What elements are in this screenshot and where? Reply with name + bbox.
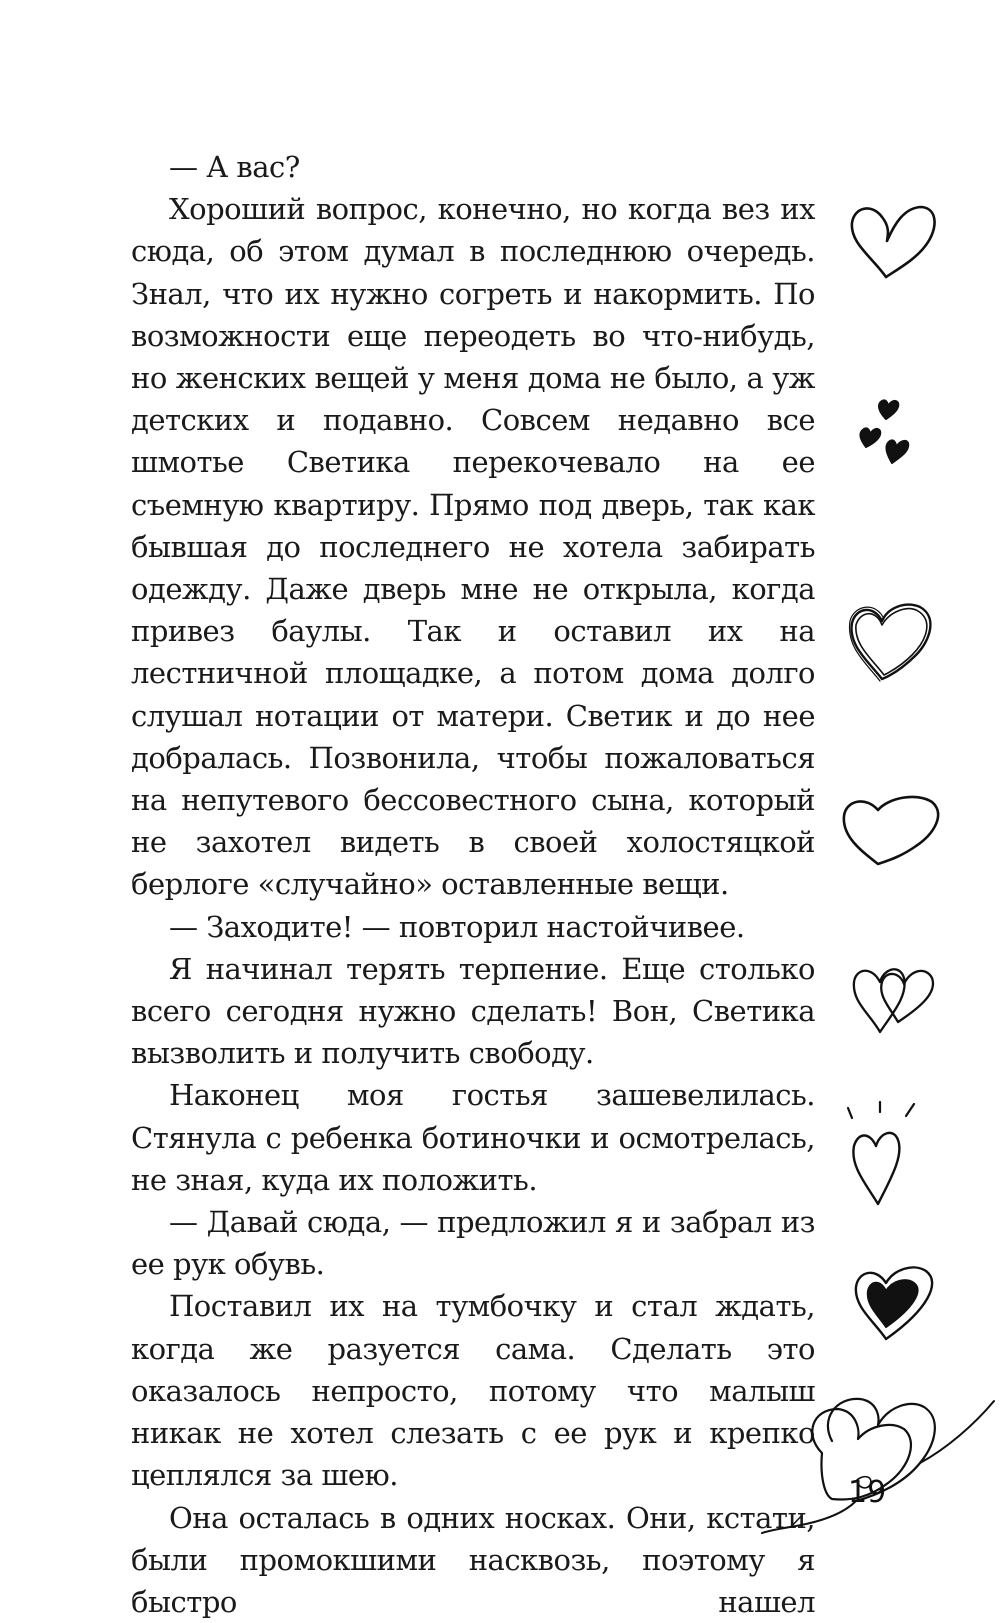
heart-trio-icon bbox=[858, 395, 928, 475]
double-heart-icon bbox=[850, 960, 950, 1040]
filled-heart-icon bbox=[846, 1255, 946, 1345]
paragraph-4: Я начинал терять терпение. Еще столько всего сегодня нужно сделать! Вон, Светика вызволить и получить свободу. bbox=[131, 948, 815, 1075]
page-number: 19 bbox=[848, 1475, 886, 1510]
paragraph-6: — Давай сюда, — предложил я и забрал из ее рук обувь. bbox=[131, 1201, 815, 1285]
paragraph-1: — А вас? bbox=[131, 146, 815, 188]
paragraph-7: Поставил их на тумбочку и стал ждать, когда же разуется сама. Сделать это оказалось непросто, потому что малыш никак не хотел слезать с ее рук и крепко цеплялся за шею. bbox=[131, 1285, 815, 1496]
swirl-hearts-icon bbox=[760, 1345, 1000, 1565]
heart-scribble-icon bbox=[842, 595, 942, 695]
paragraph-5: Наконец моя гостья зашевелилась. Стянула с ребенка ботиночки и осмотрелась, не зная, куда их положить. bbox=[131, 1074, 815, 1201]
sparkle-heart-icon bbox=[842, 1100, 942, 1210]
heart-outline-icon bbox=[838, 790, 948, 870]
paragraph-2: Хороший вопрос, конечно, но когда вез их сюда, об этом думал в последнюю очередь. Знал, что их нужно согреть и накормить. По возможности еще переодеть во что-нибудь, но женских вещей у меня дома не было, а уж детских и подавно. Совсем недавно все шмотье Светика перекочевало на ее съемную квартиру. Прямо под дверь, так как бывшая до последнего не хотела забирать одежду. Даже дверь мне не открыла, когда привез баулы. Так и оставил их на лестничной площадке, а потом дома долго слушал нотации от матери. Светик и до нее добралась. Позвонила, чтобы пожаловаться на непутевого бессовестного сына, который не захотел видеть в своей холостяцкой берлоге «случайно» оставленные вещи. bbox=[131, 188, 815, 905]
paragraph-3: — Заходите! — повторил настойчивее. bbox=[131, 906, 815, 948]
page-body bbox=[131, 146, 815, 1623]
heart-outline-icon bbox=[842, 195, 942, 285]
paragraph-8: Она осталась в одних носках. Они, кстати, были промокшими насквозь, поэтому я быстро нашел bbox=[131, 1497, 815, 1623]
